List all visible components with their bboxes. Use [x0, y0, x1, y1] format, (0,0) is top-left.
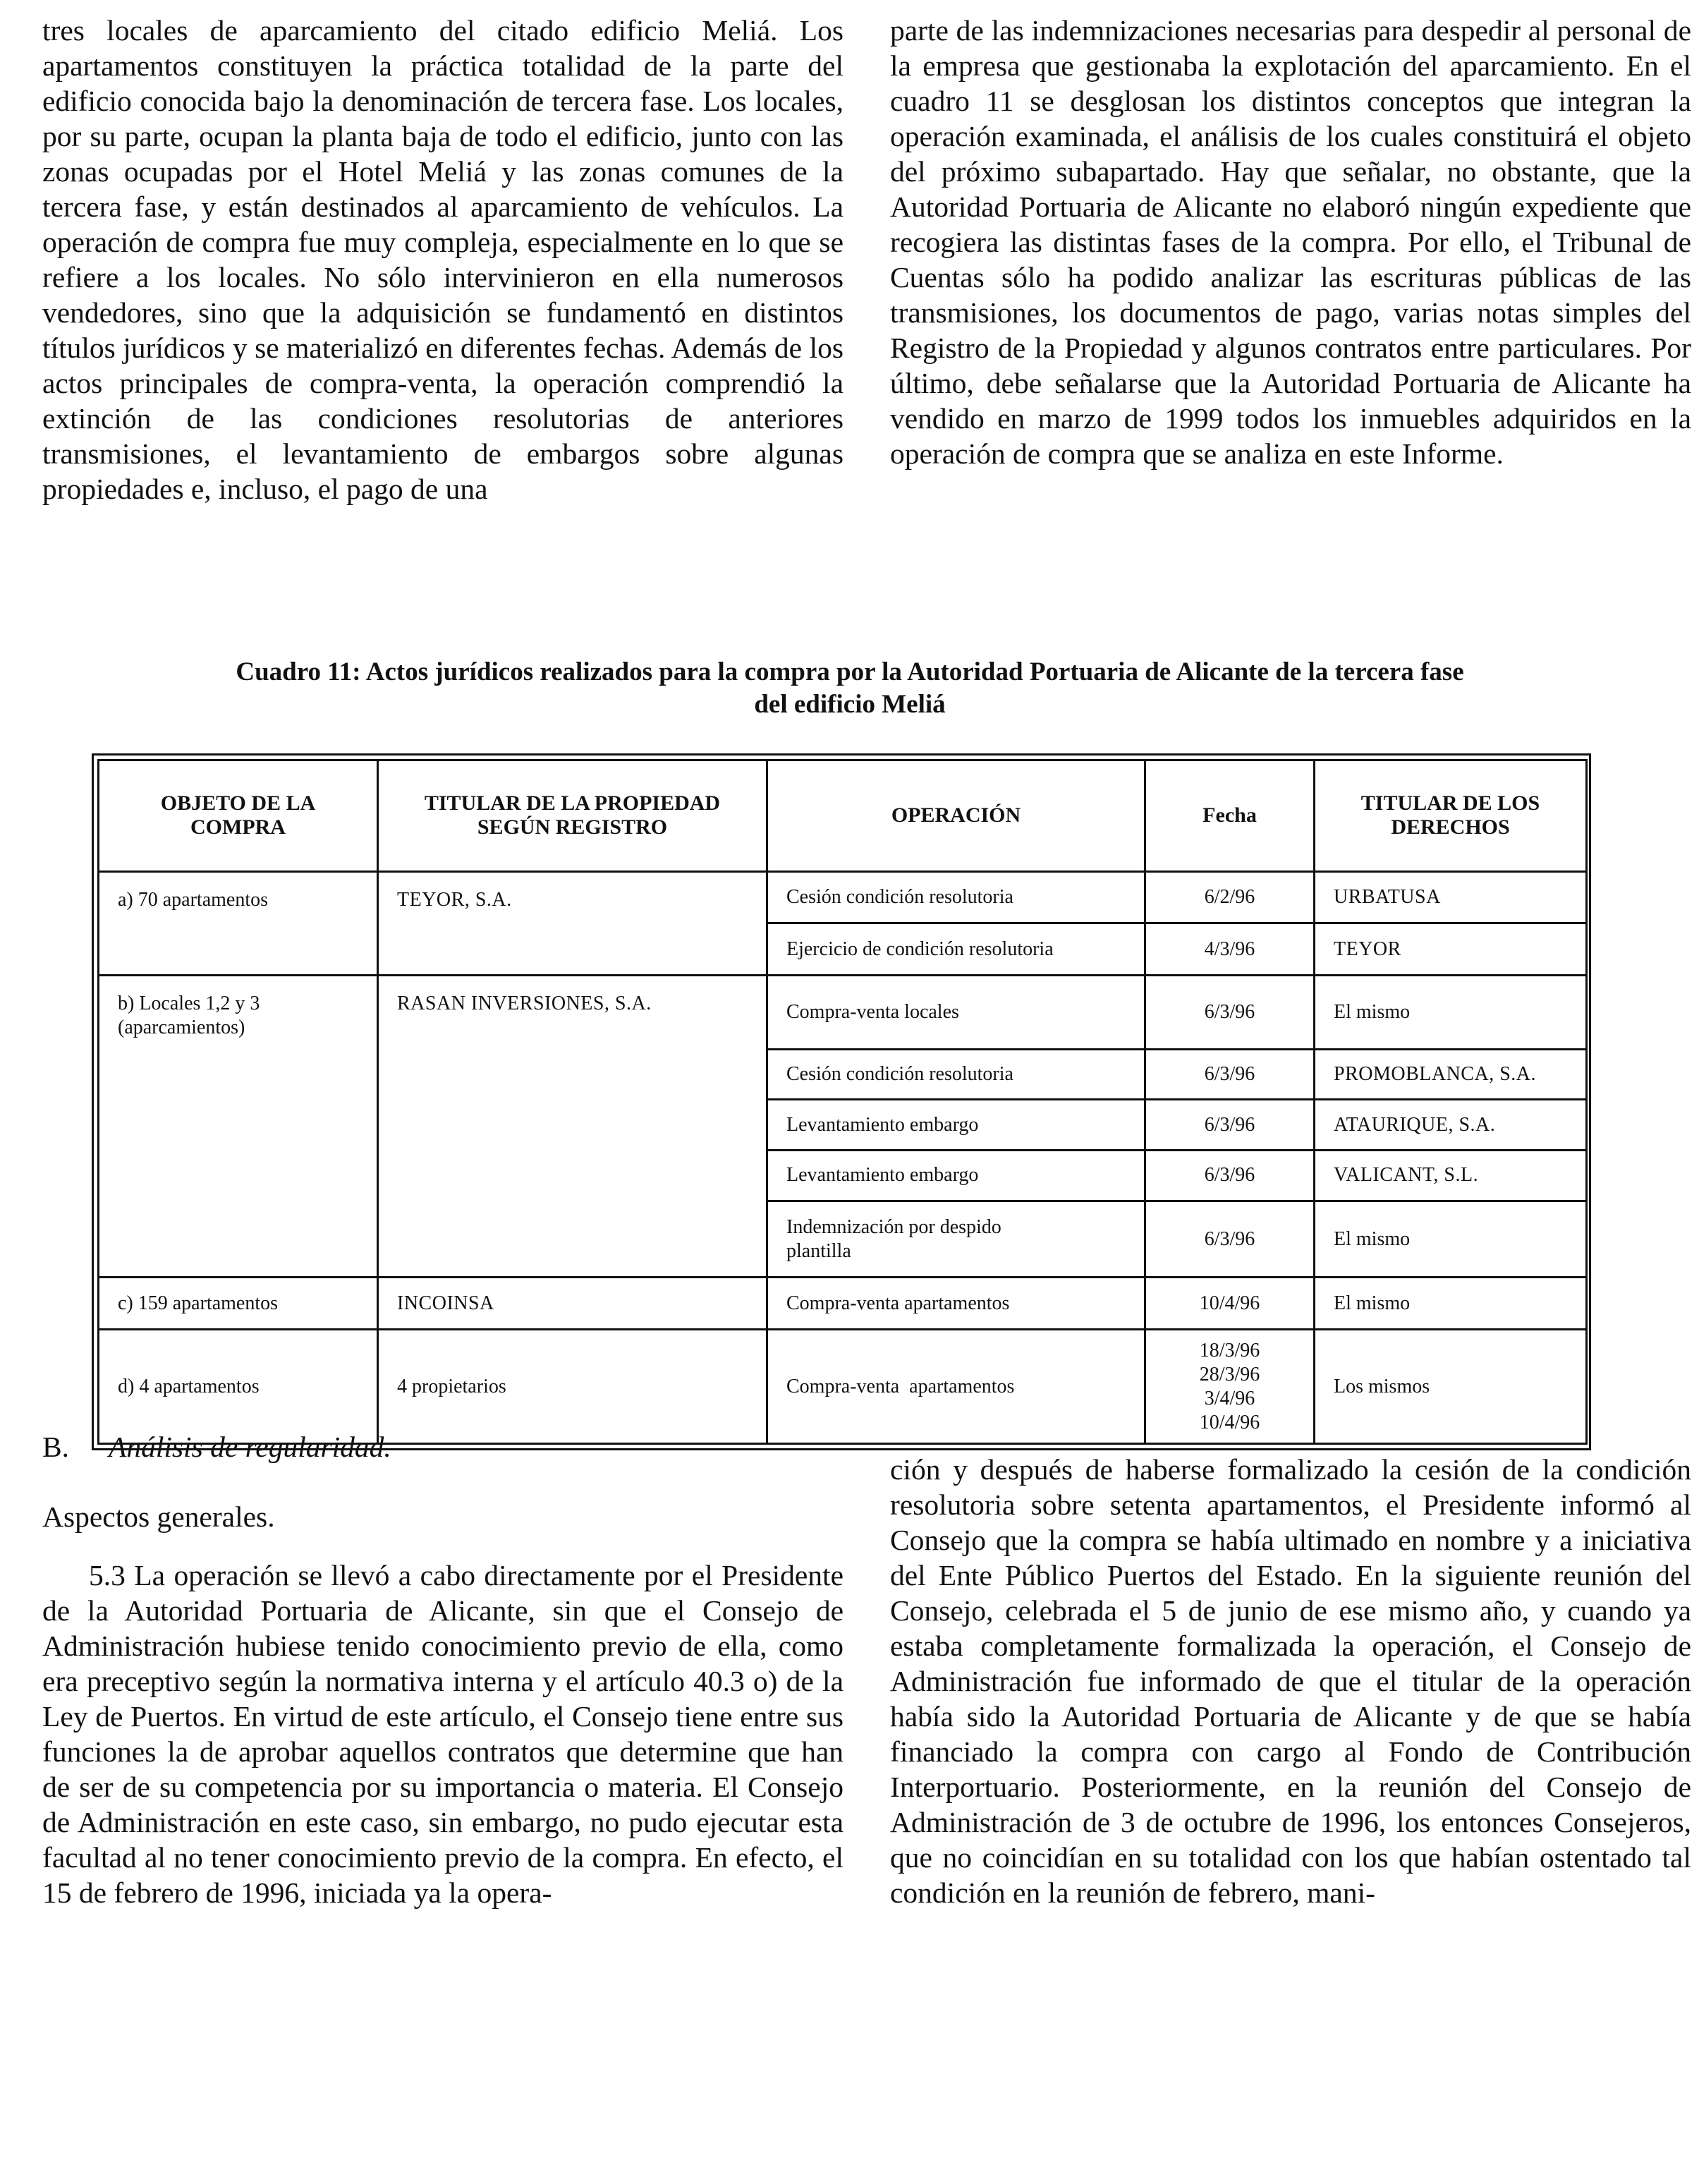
cell-titular-derechos: El mismo: [1315, 1201, 1587, 1278]
paragraph-bottom-right: ción y después de haberse formalizado la cesión de la condición resolutoria sobre setenta apartamentos, el Presidente informó al Consejo que la compra se había ultimado en nombre y a iniciativa del Ente Público Puertos del Estado. En la siguiente reunión del Consejo, celebrada el 5 de junio de ese mismo año, y cuando ya estaba completamente formalizada la operación, el Consejo de Administración fue informado de que el titular de la operación había sido la Autoridad Portuaria de Alicante y de que se había financiado la compra con cargo al Fondo de Contribución Interportuario. Posteriormente, en la reunión del Consejo de Administración de 3 de octubre de 1996, los entonces Consejeros, que no coincidían en su totalidad con los que habían ostentado tal condición en la reunión de febrero, mani-: [890, 1453, 1691, 1909]
cell-operacion: Compra-venta apartamentos: [767, 1330, 1145, 1444]
header-objeto: OBJETO DE LA COMPRA: [99, 760, 378, 872]
cell-titular: 4 propietarios: [378, 1330, 767, 1444]
cell-fecha: 10/4/96: [1145, 1278, 1315, 1330]
top-right-column: [890, 13, 1691, 471]
cell-operacion: Levantamiento embargo: [767, 1151, 1145, 1201]
paragraph-top-right: parte de las indemnizaciones necesarias para despedir al personal de la empresa que gestionaba la explotación del aparcamiento. En el cuadro 11 se desglosan los distintos conceptos que integran la operación examinada, el análisis de los cuales constituirá el objeto del próximo subapartado. Hay que señalar, no obstante, que la Autoridad Portuaria de Alicante no elaboró ningún expediente que recogiera las distintas fases de la compra. Por ello, el Tribunal de Cuentas sólo ha podido analizar las escrituras públicas de las transmisiones, los documentos de pago, varias notas simples del Registro de la Propiedad y algunos contratos entre particulares. Por último, debe señalarse que la Autoridad Portuaria de Alicante ha vendido en marzo de 1999 todos los inmuebles adquiridos en la operación de compra que se analiza en este Informe.: [890, 14, 1691, 470]
cell-fecha: 4/3/96: [1145, 923, 1315, 976]
cell-operacion: Compra-venta apartamentos: [767, 1278, 1145, 1330]
table-caption: [63, 656, 1636, 721]
cell-fecha: 6/3/96: [1145, 1151, 1315, 1201]
table-row: [99, 1330, 1587, 1444]
cell-objeto-line-1: b) Locales 1,2 y 3: [118, 993, 260, 1015]
section-title: Análisis de regularidad.: [109, 1431, 391, 1463]
fecha-item: 10/4/96: [1199, 1411, 1260, 1433]
bottom-right-column: [890, 1452, 1691, 1910]
cell-titular-derechos: El mismo: [1315, 1278, 1587, 1330]
cell-objeto: [99, 976, 378, 1278]
section-subtitle: Aspectos generales.: [42, 1500, 275, 1533]
table-row: [99, 871, 1587, 923]
cell-titular-derechos: TEYOR: [1315, 923, 1587, 976]
fecha-item: 28/3/96: [1199, 1363, 1260, 1385]
caption-line-1: Cuadro 11: Actos jurídicos realizados para la compra por la Autoridad Portuaria de Alicante de la tercera fase: [236, 657, 1464, 686]
cell-titular-derechos: PROMOBLANCA, S.A.: [1315, 1049, 1587, 1100]
cell-objeto: a) 70 apartamentos: [99, 871, 378, 976]
bottom-left-column: [42, 1558, 844, 1910]
cell-operacion-line-2: plantilla: [786, 1239, 851, 1262]
cell-fecha: 6/3/96: [1145, 1201, 1315, 1278]
cell-fecha-list: [1145, 1330, 1315, 1444]
cell-objeto-line-2: (aparcamientos): [118, 1017, 245, 1039]
cell-titular-derechos: Los mismos: [1315, 1330, 1587, 1444]
header-titular-propiedad: TITULAR DE LA PROPIEDAD SEGÚN REGISTRO: [378, 760, 767, 872]
paragraph-bottom-left-text: 5.3 La operación se llevó a cabo directamente por el Presidente de la Autoridad Portuaria de Alicante, sin que el Consejo de Administración hubiese tenido conocimiento previo de ella, como era preceptivo según la normativa interna y el artículo 40.3 o) de la Ley de Puertos. En virtud de este artículo, el Consejo tiene entre sus funciones la de aprobar aquellos contratos que determine que han de ser de su competencia por su importancia o materia. El Consejo de Administración en este caso, sin embargo, no pudo ejecutar esta facultad al no tener conocimiento previo de la compra. En efecto, el 15 de febrero de 1996, iniciada ya la opera-: [42, 1559, 844, 1909]
cell-operacion: [767, 1201, 1145, 1278]
cell-operacion-line-1: Indemnización por despido: [786, 1215, 1001, 1238]
paragraph-top-left: tres locales de aparcamiento del citado edificio Meliá. Los apartamentos constituyen la práctica totalidad de la parte del edificio conocida bajo la denominación de tercera fase. Los locales, por su parte, ocupan la planta baja de todo el edificio, junto con las zonas ocupadas por el Hotel Meliá y las zonas comunes de la tercera fase, y están destinados al aparcamiento de vehículos. La operación de compra fue muy compleja, especialmente en lo que se refiere a los locales. No sólo intervinieron en ella numerosos vendedores, sino que la adquisición se fundamentó en distintos títulos jurídicos y se materializó en diferentes fechas. Además de los actos principales de compra-venta, la operación comprendió la extinción de las condiciones resolutorias de anteriores transmisiones, el levantamiento de embargos sobre algunas propiedades e, incluso, el pago de una: [42, 14, 844, 505]
fecha-item: 3/4/96: [1204, 1387, 1255, 1409]
cell-titular: RASAN INVERSIONES, S.A.: [378, 976, 767, 1278]
cell-titular: INCOINSA: [378, 1278, 767, 1330]
paragraph-bottom-left: [42, 1558, 844, 1910]
cell-titular-derechos: URBATUSA: [1315, 871, 1587, 923]
table-row: [99, 1278, 1587, 1330]
cell-objeto: c) 159 apartamentos: [99, 1278, 378, 1330]
cell-fecha: 6/3/96: [1145, 976, 1315, 1049]
cell-operacion: Compra-venta locales: [767, 976, 1145, 1049]
cell-titular: TEYOR, S.A.: [378, 871, 767, 976]
cell-operacion: Levantamiento embargo: [767, 1100, 1145, 1151]
cell-fecha: 6/3/96: [1145, 1049, 1315, 1100]
caption-line-2: del edificio Meliá: [754, 690, 946, 719]
cell-titular-derechos: VALICANT, S.L.: [1315, 1151, 1587, 1201]
section-heading: [42, 1429, 391, 1464]
cell-objeto: d) 4 apartamentos: [99, 1330, 378, 1444]
cell-fecha: 6/3/96: [1145, 1100, 1315, 1151]
header-operacion: OPERACIÓN: [767, 760, 1145, 872]
acts-table: [97, 759, 1588, 1445]
header-titular-derechos: TITULAR DE LOS DERECHOS: [1315, 760, 1587, 872]
cell-operacion: Cesión condición resolutoria: [767, 1049, 1145, 1100]
cell-titular-derechos: El mismo: [1315, 976, 1587, 1049]
table-header-row: [99, 760, 1587, 872]
top-left-column: [42, 13, 844, 506]
section-letter: B.: [42, 1431, 70, 1463]
header-fecha: Fecha: [1145, 760, 1315, 872]
fecha-item: 18/3/96: [1199, 1339, 1260, 1361]
cell-operacion: Ejercicio de condición resolutoria: [767, 923, 1145, 976]
table-row: [99, 976, 1587, 1049]
cell-titular-derechos: ATAURIQUE, S.A.: [1315, 1100, 1587, 1151]
cell-fecha: 6/2/96: [1145, 871, 1315, 923]
cell-operacion: Cesión condición resolutoria: [767, 871, 1145, 923]
